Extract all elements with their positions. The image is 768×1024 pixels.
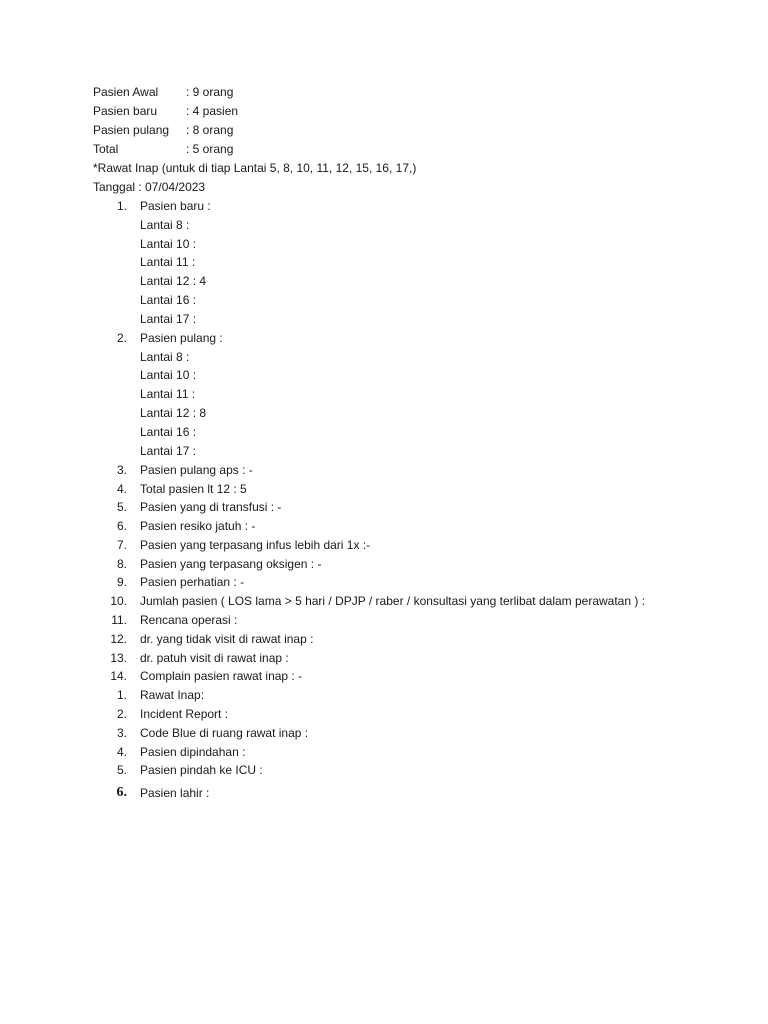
list1-number: 3. [116,463,127,477]
list2-item-text: Pasien dipindahan : [140,745,246,759]
list1-item-text: Rencana operasi : [140,613,238,627]
list1-subitem: Lantai 11 : [140,255,196,269]
list1-subitem: Lantai 16 : [140,425,197,439]
list2-item-text: Pasien pindah ke ICU : [140,763,263,777]
summary-value-total: : 5 orang [186,142,234,156]
list1-subitem: Lantai 10 : [140,368,197,382]
list1-number: 4. [116,482,127,496]
list2-number: 3. [116,726,127,740]
list1-item-text: Total pasien lt 12 : 5 [140,482,247,496]
list1-item-text: Pasien yang di transfusi : - [140,500,282,514]
list1-subitem: Lantai 16 : [140,293,197,307]
list1-item-text: Pasien pulang aps : - [140,463,253,477]
list1-subitem: Lantai 8 : [140,350,190,364]
list1-number: 14. [110,669,127,683]
list1-item-text: Pasien yang terpasang infus lebih dari 1x :- [140,538,371,552]
summary-value-pasien-pulang: : 8 orang [186,123,234,137]
summary-label-pasien-awal: Pasien Awal [93,85,159,99]
list1-subitem: Lantai 17 : [140,444,197,458]
list1-item-text: Pasien resiko jatuh : - [140,519,256,533]
list1-number: 10. [110,594,127,608]
list1-item-text: Jumlah pasien ( LOS lama > 5 hari / DPJP / raber / konsultasi yang terlibat dalam perawatan ) : [140,594,646,608]
list1-subitem: Lantai 8 : [140,218,190,232]
list1-number: 12. [110,632,127,646]
list1-item-text: dr. yang tidak visit di rawat inap : [140,632,314,646]
list2-item-text: Rawat Inap: [140,688,205,702]
list1-item-text: Pasien yang terpasang oksigen : - [140,557,322,571]
list1-number: 13. [110,651,127,665]
list1-number: 7. [116,538,127,552]
list1-number: 5. [116,500,127,514]
summary-label-total: Total [93,142,119,156]
list1-number: 8. [116,557,127,571]
list1-subitem: Lantai 10 : [140,237,197,251]
list1-item-text: Pasien baru : [140,199,211,213]
summary-value-pasien-baru: : 4 pasien [186,104,239,118]
summary-label-pasien-pulang: Pasien pulang [93,123,170,137]
list1-number: 11. [111,613,127,627]
list1-number: 2. [116,331,127,345]
list1-subitem: Lantai 12 : 4 [140,274,207,288]
list1-subitem: Lantai 12 : 8 [140,406,207,420]
list1-subitem: Lantai 11 : [140,387,196,401]
summary-value-pasien-awal: : 9 orang [186,85,234,99]
list1-number: 1. [116,199,127,213]
rawat-inap-note: *Rawat Inap (untuk di tiap Lantai 5, 8, 10, 11, 12, 15, 16, 17,) [93,161,417,175]
list2-number: 5. [116,763,127,777]
list1-number: 9. [116,575,127,589]
list2-item-text: Incident Report : [140,707,229,721]
tanggal-line: Tanggal : 07/04/2023 [93,180,206,194]
list1-item-text: Pasien perhatian : - [140,575,245,589]
list2-number: 6. [116,785,127,800]
list1-subitem: Lantai 17 : [140,312,197,326]
list1-number: 6. [116,519,127,533]
list2-number: 1. [116,688,127,702]
list2-item-text: Pasien lahir : [140,786,210,800]
list2-item-text: Code Blue di ruang rawat inap : [140,726,309,740]
list1-item-text: Pasien pulang : [140,331,223,345]
list1-item-text: Complain pasien rawat inap : - [140,669,303,683]
summary-label-pasien-baru: Pasien baru [93,104,158,118]
list2-number: 2. [116,707,127,721]
list2-number: 4. [116,745,127,759]
list1-item-text: dr. patuh visit di rawat inap : [140,651,289,665]
